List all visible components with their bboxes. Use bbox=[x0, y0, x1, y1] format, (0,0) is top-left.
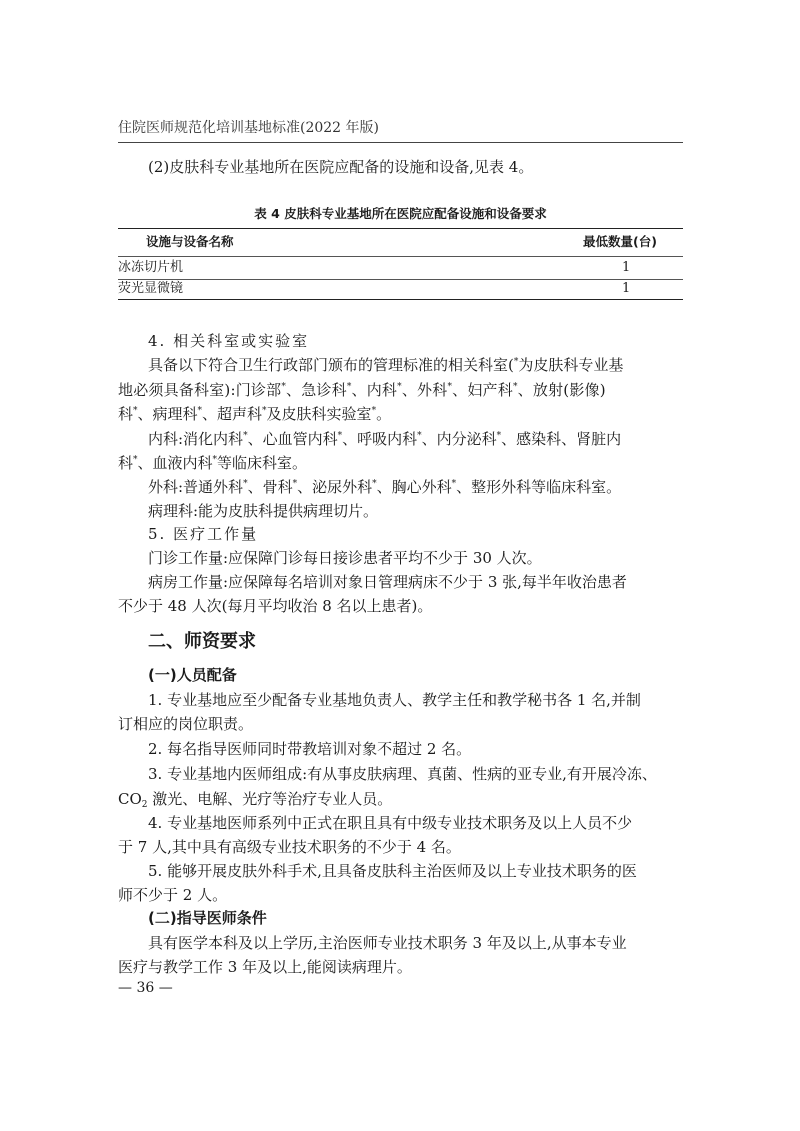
section-4-para-2-line-2: 科*、血液内科*等临床科室。 bbox=[118, 454, 308, 472]
page-number: — 36 — bbox=[118, 980, 173, 996]
table-caption: 表 4 皮肤科专业基地所在医院应配备设施和设备要求 bbox=[254, 206, 547, 221]
section-4-para-1-line-3: 科*、病理科*、超声科*及皮肤科实验室*。 bbox=[118, 405, 392, 423]
item-3-line-2: $CO_2$ 激光、电解、光疗等治疗专业人员。 bbox=[118, 790, 393, 810]
table-row-2-quantity: 1 bbox=[622, 281, 631, 296]
subheading-instructor-requirements: (二)指导医师条件 bbox=[148, 909, 267, 927]
section-5-para-2-line-2: 不少于 48 人次(每月平均收治 8 名以上患者)。 bbox=[118, 597, 433, 615]
table-top-rule bbox=[118, 228, 683, 229]
subheading-staffing: (一)人员配备 bbox=[148, 666, 237, 684]
table-row-1-name: 冰冻切片机 bbox=[118, 260, 184, 275]
section-4-heading: 4. 相关科室或实验室 bbox=[148, 332, 310, 350]
intro-paragraph: (2)皮肤科专业基地所在医院应配备的设施和设备,见表 4。 bbox=[148, 158, 534, 176]
item-2: 2. 每名指导医师同时带教培训对象不超过 2 名。 bbox=[148, 740, 472, 758]
section-5-heading: 5. 医疗工作量 bbox=[148, 525, 259, 543]
section-4-para-4: 病理科:能为皮肤科提供病理切片。 bbox=[148, 502, 379, 520]
table-bottom-rule bbox=[118, 299, 683, 300]
section-5-para-1: 门诊工作量:应保障门诊每日接诊患者平均不少于 30 人次。 bbox=[148, 549, 542, 567]
table-header-name: 设施与设备名称 bbox=[146, 234, 234, 249]
table-row-rule bbox=[118, 279, 683, 280]
item-3-line-1: 3. 专业基地内医师组成:有从事皮肤病理、真菌、性病的亚专业,有开展冷冻、 bbox=[148, 765, 657, 783]
item-4-line-2: 于 7 人,其中具有高级专业技术职务的不少于 4 名。 bbox=[118, 838, 461, 856]
header-rule bbox=[118, 142, 683, 143]
section-4-para-3: 外科:普通外科*、骨科*、泌尿外科*、胸心外科*、整形外科等临床科室。 bbox=[148, 478, 622, 496]
table-header-rule bbox=[118, 256, 683, 257]
table-row-2-name: 荧光显微镜 bbox=[118, 281, 184, 296]
item-4-line-1: 4. 专业基地医师系列中正式在职且具有中级专业技术职务及以上人员不少 bbox=[148, 814, 633, 832]
item-1-line-2: 订相应的岗位职责。 bbox=[118, 715, 254, 733]
section-4-para-2-line-1: 内科:消化内科*、心血管内科*、呼吸内科*、内分泌科*、感染科、肾脏内 bbox=[148, 430, 622, 448]
table-row-1-quantity: 1 bbox=[622, 260, 631, 275]
item-5-line-1: 5. 能够开展皮肤外科手术,且具备皮肤科主治医师及以上专业技术职务的医 bbox=[148, 862, 637, 880]
section-4-para-1-line-2: 地必须具备科室):门诊部*、急诊科*、内科*、外科*、妇产科*、放射(影像) bbox=[118, 381, 606, 399]
table-header-quantity: 最低数量(台) bbox=[583, 234, 657, 249]
instructor-requirements-line-2: 医疗与教学工作 3 年及以上,能阅读病理片。 bbox=[118, 958, 412, 976]
running-header-title: 住院医师规范化培训基地标准(2022 年版) bbox=[118, 120, 380, 136]
item-5-line-2: 师不少于 2 人。 bbox=[118, 886, 228, 904]
item-1-line-1: 1. 专业基地应至少配备专业基地负责人、教学主任和教学秘书各 1 名,并制 bbox=[148, 691, 641, 709]
section-5-para-2-line-1: 病房工作量:应保障每名培训对象日管理病床不少于 3 张,每半年收治患者 bbox=[148, 573, 627, 591]
section-4-para-1-line-1: 具备以下符合卫生行政部门颁布的管理标准的相关科室(*为皮肤科专业基 bbox=[148, 356, 624, 374]
instructor-requirements-line-1: 具有医学本科及以上学历,主治医师专业技术职务 3 年及以上,从事本专业 bbox=[148, 934, 627, 952]
part-2-heading: 二、师资要求 bbox=[148, 631, 256, 652]
